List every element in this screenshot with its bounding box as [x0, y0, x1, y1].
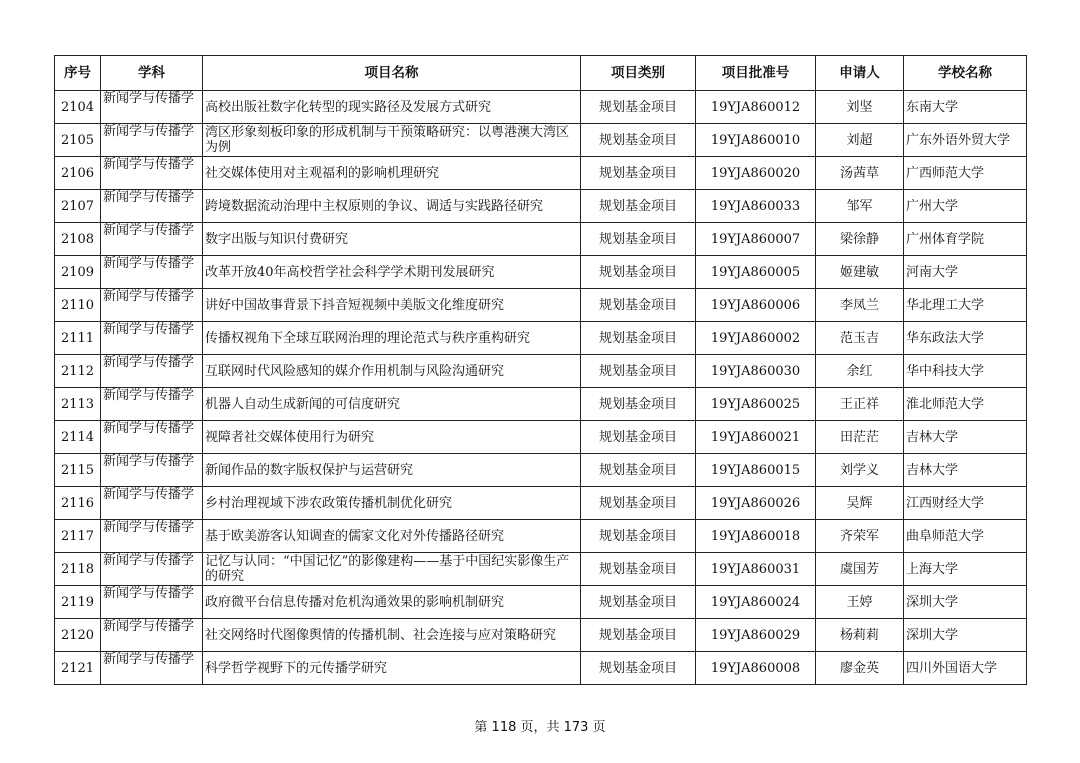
row-subject: 新闻学与传播学: [103, 487, 195, 502]
row-index: 2112: [55, 355, 101, 388]
row-applicant: 田茫茫: [816, 421, 904, 454]
row-project-name: 互联网时代风险感知的媒介作用机制与风险沟通研究: [205, 363, 505, 379]
row-school-cell: [904, 289, 1027, 322]
row-school: 广西师范大学: [906, 165, 985, 181]
table-row: [55, 421, 1027, 454]
row-school-cell: [904, 157, 1027, 190]
row-category: 规划基金项目: [581, 355, 696, 388]
row-approval-number: 19YJA860007: [696, 223, 816, 256]
row-project-name-cell: [203, 157, 581, 190]
row-project-name: 传播权视角下全球互联网治理的理论范式与秩序重构研究: [205, 330, 531, 346]
row-school-cell: [904, 355, 1027, 388]
row-project-name-cell: [203, 289, 581, 322]
header-category: 项目类别: [581, 56, 696, 91]
row-school-cell: [904, 520, 1027, 553]
row-school: 广东外语外贸大学: [906, 132, 1011, 148]
row-approval-number: 19YJA860026: [696, 487, 816, 520]
row-school: 华北理工大学: [906, 297, 985, 313]
table-row: [55, 487, 1027, 520]
row-subject: 新闻学与传播学: [103, 586, 195, 601]
header-index: 序号: [55, 56, 101, 91]
table-row: [55, 619, 1027, 652]
row-project-name-cell: [203, 454, 581, 487]
table-row: [55, 124, 1027, 157]
row-approval-number: 19YJA860031: [696, 553, 816, 586]
row-approval-number: 19YJA860024: [696, 586, 816, 619]
row-category: 规划基金项目: [581, 520, 696, 553]
table-row: [55, 520, 1027, 553]
table-row: [55, 388, 1027, 421]
row-project-name: 改革开放40年高校哲学社会科学学术期刊发展研究: [205, 264, 495, 280]
row-subject-cell: [101, 355, 203, 388]
row-applicant: 杨莉莉: [816, 619, 904, 652]
row-project-name: 新闻作品的数字版权保护与运营研究: [205, 462, 414, 478]
row-school-cell: [904, 652, 1027, 685]
page-footer: 第 118 页，共 173 页: [474, 720, 606, 735]
row-project-name-cell: [203, 322, 581, 355]
row-project-name: 高校出版社数字化转型的现实路径及发展方式研究: [205, 99, 492, 115]
header-row: [55, 56, 1027, 91]
row-school: 上海大学: [906, 561, 959, 577]
row-subject: 新闻学与传播学: [103, 289, 195, 304]
row-index: 2113: [55, 388, 101, 421]
row-project-name: 跨境数据流动治理中主权原则的争议、调适与实践路径研究: [205, 198, 544, 214]
table-row: [55, 652, 1027, 685]
row-subject: 新闻学与传播学: [103, 355, 195, 370]
row-category: 规划基金项目: [581, 91, 696, 124]
row-project-name-cell: [203, 388, 581, 421]
row-index: 2120: [55, 619, 101, 652]
row-school: 广州体育学院: [906, 231, 985, 247]
table-row: [55, 256, 1027, 289]
row-project-name: 乡村治理视域下涉农政策传播机制优化研究: [205, 495, 453, 511]
row-school-cell: [904, 91, 1027, 124]
row-project-name-cell: [203, 355, 581, 388]
header-subject: 学科: [101, 56, 203, 91]
row-index: 2121: [55, 652, 101, 685]
row-school-cell: [904, 223, 1027, 256]
row-index: 2111: [55, 322, 101, 355]
row-applicant: 李凤兰: [816, 289, 904, 322]
table-row: [55, 157, 1027, 190]
row-approval-number: 19YJA860033: [696, 190, 816, 223]
row-school: 广州大学: [906, 198, 959, 214]
row-approval-number: 19YJA860018: [696, 520, 816, 553]
row-category: 规划基金项目: [581, 322, 696, 355]
row-applicant: 齐荣军: [816, 520, 904, 553]
row-subject: 新闻学与传播学: [103, 223, 195, 238]
row-approval-number: 19YJA860008: [696, 652, 816, 685]
row-project-name-cell: [203, 91, 581, 124]
row-subject: 新闻学与传播学: [103, 619, 195, 634]
row-project-name-cell: [203, 190, 581, 223]
row-subject-cell: [101, 520, 203, 553]
row-subject-cell: [101, 388, 203, 421]
row-subject: 新闻学与传播学: [103, 520, 195, 535]
row-project-name: 记忆与认同：“中国记忆”的影像建构——基于中国纪实影像生产的研究: [205, 554, 570, 584]
row-school: 淮北师范大学: [906, 396, 985, 412]
row-subject-cell: [101, 553, 203, 586]
row-category: 规划基金项目: [581, 586, 696, 619]
header-project-name: 项目名称: [203, 56, 581, 91]
row-school-cell: [904, 586, 1027, 619]
row-category: 规划基金项目: [581, 124, 696, 157]
row-school-cell: [904, 388, 1027, 421]
row-approval-number: 19YJA860020: [696, 157, 816, 190]
row-school-cell: [904, 553, 1027, 586]
row-category: 规划基金项目: [581, 223, 696, 256]
header-applicant: 申请人: [816, 56, 904, 91]
row-approval-number: 19YJA860030: [696, 355, 816, 388]
row-school: 吉林大学: [906, 429, 959, 445]
row-subject: 新闻学与传播学: [103, 421, 195, 436]
row-category: 规划基金项目: [581, 388, 696, 421]
row-subject: 新闻学与传播学: [103, 388, 195, 403]
row-project-name-cell: [203, 124, 581, 157]
row-project-name: 数字出版与知识付费研究: [205, 231, 349, 247]
row-school-cell: [904, 190, 1027, 223]
project-table: [54, 55, 1027, 685]
row-approval-number: 19YJA860002: [696, 322, 816, 355]
row-category: 规划基金项目: [581, 652, 696, 685]
row-subject: 新闻学与传播学: [103, 322, 195, 337]
table-row: [55, 289, 1027, 322]
row-subject-cell: [101, 91, 203, 124]
row-applicant: 余红: [816, 355, 904, 388]
row-project-name-cell: [203, 256, 581, 289]
row-category: 规划基金项目: [581, 157, 696, 190]
row-index: 2109: [55, 256, 101, 289]
row-index: 2107: [55, 190, 101, 223]
row-approval-number: 19YJA860015: [696, 454, 816, 487]
row-index: 2114: [55, 421, 101, 454]
row-school: 深圳大学: [906, 594, 959, 610]
row-project-name-cell: [203, 487, 581, 520]
row-school-cell: [904, 454, 1027, 487]
row-index: 2110: [55, 289, 101, 322]
row-approval-number: 19YJA860012: [696, 91, 816, 124]
row-applicant: 梁徐静: [816, 223, 904, 256]
row-applicant: 刘坚: [816, 91, 904, 124]
row-applicant: 邹军: [816, 190, 904, 223]
row-index: 2115: [55, 454, 101, 487]
row-subject: 新闻学与传播学: [103, 190, 195, 205]
row-approval-number: 19YJA860010: [696, 124, 816, 157]
row-project-name-cell: [203, 586, 581, 619]
row-school: 河南大学: [906, 264, 959, 280]
row-applicant: 虞国芳: [816, 553, 904, 586]
row-approval-number: 19YJA860029: [696, 619, 816, 652]
row-school: 华东政法大学: [906, 330, 985, 346]
table-row: [55, 355, 1027, 388]
row-category: 规划基金项目: [581, 487, 696, 520]
row-subject: 新闻学与传播学: [103, 157, 195, 172]
row-index: 2108: [55, 223, 101, 256]
row-applicant: 廖金英: [816, 652, 904, 685]
row-index: 2106: [55, 157, 101, 190]
row-school: 东南大学: [906, 99, 959, 115]
row-school-cell: [904, 487, 1027, 520]
row-subject-cell: [101, 454, 203, 487]
row-project-name: 政府微平台信息传播对危机沟通效果的影响机制研究: [205, 594, 505, 610]
row-subject: 新闻学与传播学: [103, 652, 195, 667]
row-category: 规划基金项目: [581, 289, 696, 322]
row-index: 2104: [55, 91, 101, 124]
row-project-name: 基于欧美游客认知调查的儒家文化对外传播路径研究: [205, 528, 505, 544]
row-project-name-cell: [203, 421, 581, 454]
row-applicant: 姬建敏: [816, 256, 904, 289]
row-subject-cell: [101, 124, 203, 157]
row-index: 2105: [55, 124, 101, 157]
row-category: 规划基金项目: [581, 421, 696, 454]
row-category: 规划基金项目: [581, 619, 696, 652]
row-category: 规划基金项目: [581, 553, 696, 586]
row-applicant: 汤茜草: [816, 157, 904, 190]
row-subject-cell: [101, 322, 203, 355]
row-project-name: 社交媒体使用对主观福利的影响机理研究: [205, 165, 440, 181]
row-category: 规划基金项目: [581, 454, 696, 487]
row-subject-cell: [101, 619, 203, 652]
row-subject: 新闻学与传播学: [103, 553, 195, 568]
row-project-name-cell: [203, 520, 581, 553]
row-subject: 新闻学与传播学: [103, 91, 195, 106]
row-school: 曲阜师范大学: [906, 528, 985, 544]
row-subject-cell: [101, 157, 203, 190]
row-category: 规划基金项目: [581, 190, 696, 223]
row-applicant: 王正祥: [816, 388, 904, 421]
row-project-name: 湾区形象刻板印象的形成机制与干预策略研究：以粤港澳大湾区为例: [205, 125, 570, 155]
row-project-name: 视障者社交媒体使用行为研究: [205, 429, 375, 445]
row-school-cell: [904, 256, 1027, 289]
row-applicant: 范玉吉: [816, 322, 904, 355]
row-school-cell: [904, 421, 1027, 454]
row-school: 四川外国语大学: [906, 660, 998, 676]
table-row: [55, 454, 1027, 487]
row-subject-cell: [101, 487, 203, 520]
row-school: 吉林大学: [906, 462, 959, 478]
header-school: 学校名称: [904, 56, 1027, 91]
row-subject-cell: [101, 652, 203, 685]
row-project-name-cell: [203, 553, 581, 586]
row-subject-cell: [101, 421, 203, 454]
row-project-name-cell: [203, 619, 581, 652]
table-row: [55, 223, 1027, 256]
row-applicant: 刘超: [816, 124, 904, 157]
row-school-cell: [904, 124, 1027, 157]
row-subject-cell: [101, 256, 203, 289]
table-row: [55, 190, 1027, 223]
row-subject-cell: [101, 190, 203, 223]
row-school: 深圳大学: [906, 627, 959, 643]
row-subject-cell: [101, 289, 203, 322]
row-approval-number: 19YJA860025: [696, 388, 816, 421]
row-index: 2119: [55, 586, 101, 619]
row-category: 规划基金项目: [581, 256, 696, 289]
table-row: [55, 586, 1027, 619]
row-subject: 新闻学与传播学: [103, 454, 195, 469]
header-approval-number: 项目批准号: [696, 56, 816, 91]
row-approval-number: 19YJA860005: [696, 256, 816, 289]
row-project-name: 讲好中国故事背景下抖音短视频中美版文化维度研究: [205, 297, 505, 313]
row-subject-cell: [101, 223, 203, 256]
row-project-name: 机器人自动生成新闻的可信度研究: [205, 396, 401, 412]
row-subject: 新闻学与传播学: [103, 256, 195, 271]
row-index: 2116: [55, 487, 101, 520]
row-school-cell: [904, 619, 1027, 652]
row-project-name: 科学哲学视野下的元传播学研究: [205, 660, 388, 676]
row-subject: 新闻学与传播学: [103, 124, 195, 139]
row-approval-number: 19YJA860021: [696, 421, 816, 454]
row-applicant: 王婷: [816, 586, 904, 619]
table-row: [55, 91, 1027, 124]
row-school: 华中科技大学: [906, 363, 985, 379]
row-project-name: 社交网络时代图像舆情的传播机制、社会连接与应对策略研究: [205, 627, 557, 643]
row-subject-cell: [101, 586, 203, 619]
row-applicant: 刘学义: [816, 454, 904, 487]
row-project-name-cell: [203, 223, 581, 256]
row-school-cell: [904, 322, 1027, 355]
row-approval-number: 19YJA860006: [696, 289, 816, 322]
row-project-name-cell: [203, 652, 581, 685]
table-row: [55, 322, 1027, 355]
row-index: 2117: [55, 520, 101, 553]
row-school: 江西财经大学: [906, 495, 985, 511]
row-index: 2118: [55, 553, 101, 586]
table-row: [55, 553, 1027, 586]
row-applicant: 吴辉: [816, 487, 904, 520]
